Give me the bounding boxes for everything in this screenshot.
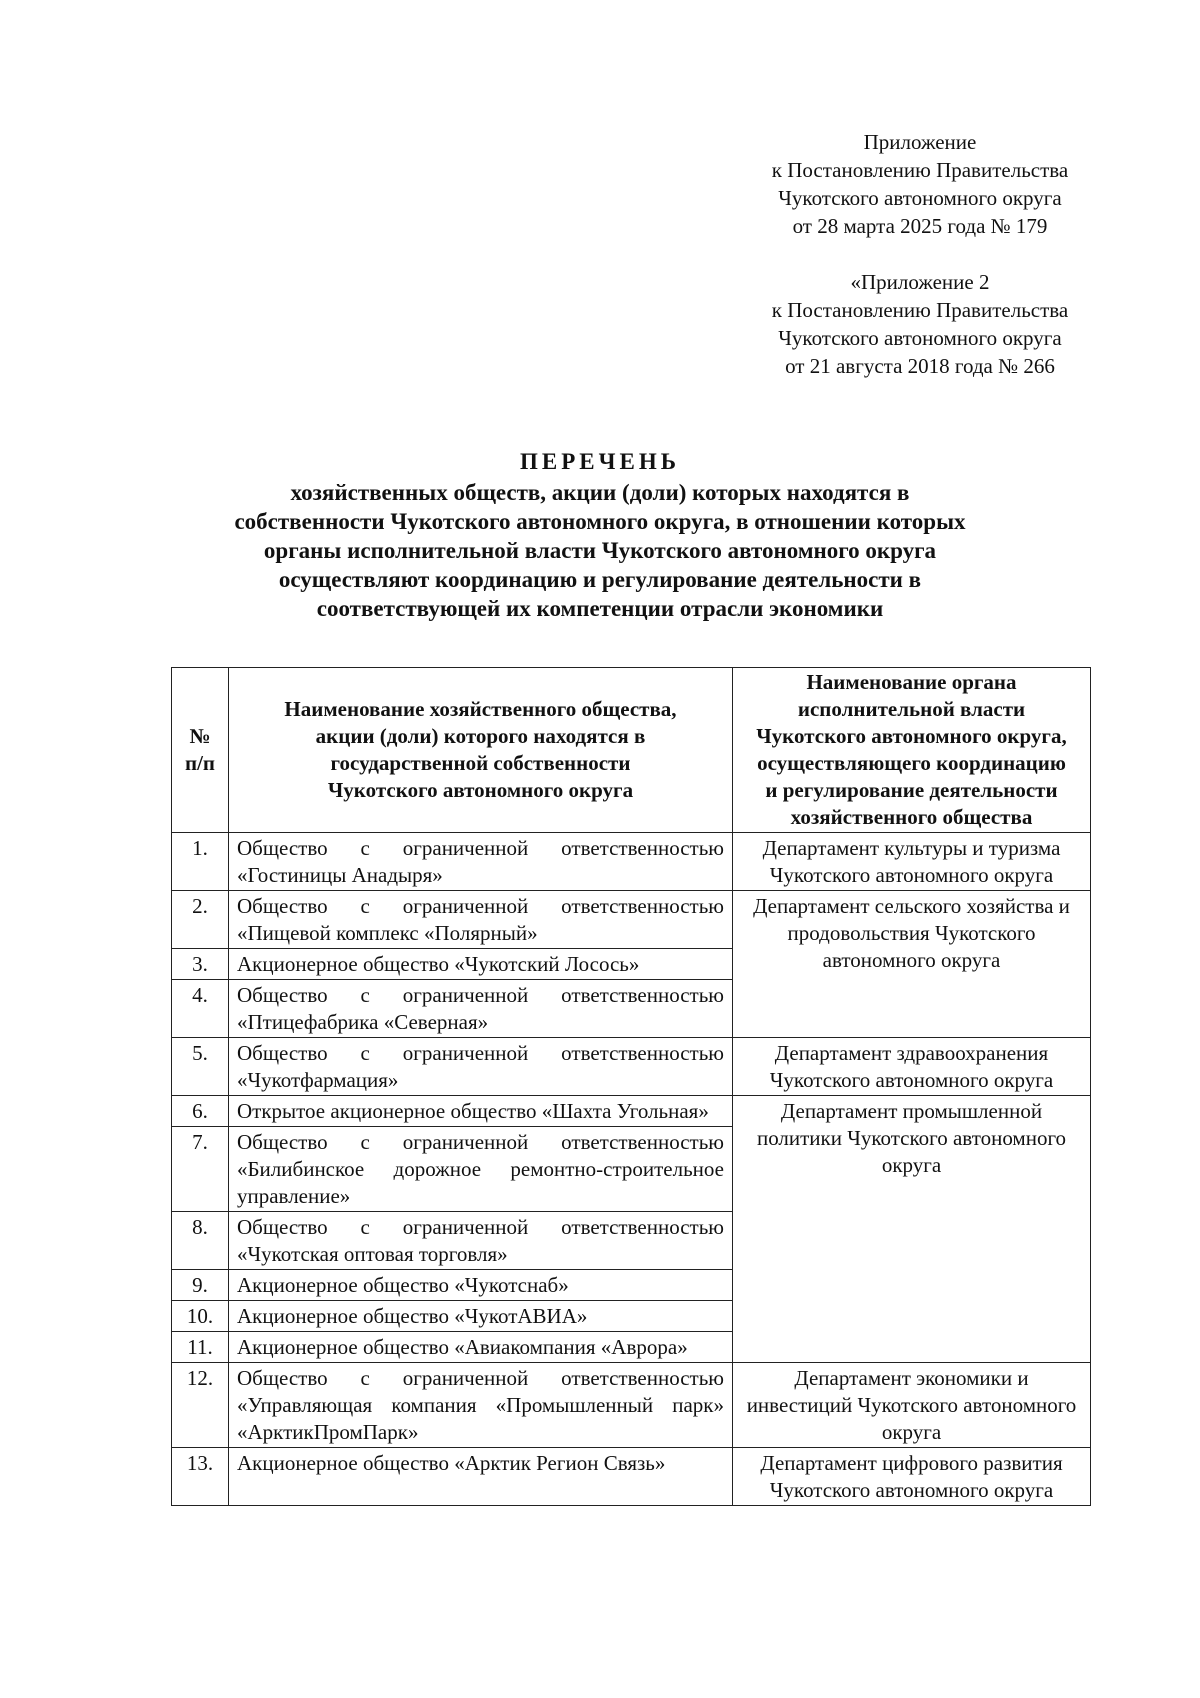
appendix-line: Чукотского автономного округа bbox=[778, 326, 1062, 350]
row-number: 10. bbox=[172, 1301, 229, 1332]
department-name: Департамент экономики и инвестиций Чукотского автономного округа bbox=[733, 1363, 1091, 1448]
appendix-line: Приложение bbox=[863, 130, 977, 154]
company-name: Открытое акционерное общество «Шахта Угольная» bbox=[229, 1096, 733, 1127]
company-name: Акционерное общество «Чукотснаб» bbox=[229, 1270, 733, 1301]
row-number: 3. bbox=[172, 949, 229, 980]
table-header-row bbox=[172, 668, 1091, 833]
department-name: Департамент культуры и туризма Чукотского автономного округа bbox=[733, 833, 1091, 891]
row-number: 4. bbox=[172, 980, 229, 1038]
company-name: Общество с ограниченной ответственностью «Чукотская оптовая торговля» bbox=[229, 1212, 733, 1270]
table-row bbox=[172, 1448, 1091, 1506]
row-number: 13. bbox=[172, 1448, 229, 1506]
table-row bbox=[172, 1038, 1091, 1096]
row-number: 2. bbox=[172, 891, 229, 949]
subtitle-line: хозяйственных обществ, акции (доли) которых находятся в bbox=[290, 480, 910, 505]
company-name: Общество с ограниченной ответственностью «Чукотфармация» bbox=[229, 1038, 733, 1096]
company-name: Общество с ограниченной ответственностью «Гостиницы Анадыря» bbox=[229, 833, 733, 891]
title-block bbox=[150, 446, 1050, 623]
subtitle-line: осуществляют координацию и регулирование деятельности в bbox=[278, 567, 922, 592]
department-name: Департамент промышленной политики Чукотского автономного округа bbox=[733, 1096, 1091, 1363]
company-name: Общество с ограниченной ответственностью «Билибинское дорожное ремонтно-строительное управление» bbox=[229, 1127, 733, 1212]
row-number: 9. bbox=[172, 1270, 229, 1301]
department-name: Департамент здравоохранения Чукотского автономного округа bbox=[733, 1038, 1091, 1096]
department-name: Департамент цифрового развития Чукотского автономного округа bbox=[733, 1448, 1091, 1506]
header-num: № п/п bbox=[172, 668, 229, 833]
document-subtitle bbox=[150, 478, 1050, 623]
company-name: Общество с ограниченной ответственностью «Птицефабрика «Северная» bbox=[229, 980, 733, 1038]
company-name: Общество с ограниченной ответственностью «Пищевой комплекс «Полярный» bbox=[229, 891, 733, 949]
appendix-line: к Постановлению Правительства bbox=[771, 298, 1069, 322]
department-name: Департамент сельского хозяйства и продовольствия Чукотского автономного округа bbox=[733, 891, 1091, 1038]
company-name: Акционерное общество «Авиакомпания «Аврора» bbox=[229, 1332, 733, 1363]
subtitle-line: органы исполнительной власти Чукотского автономного округа bbox=[263, 538, 937, 563]
row-number: 6. bbox=[172, 1096, 229, 1127]
companies-table bbox=[171, 667, 1091, 1506]
document-title: ПЕРЕЧЕНЬ bbox=[520, 449, 680, 474]
company-name: Акционерное общество «Чукотский Лосось» bbox=[229, 949, 733, 980]
subtitle-line: соответствующей их компетенции отрасли экономики bbox=[316, 596, 884, 621]
company-name: Акционерное общество «ЧукотАВИА» bbox=[229, 1301, 733, 1332]
row-number: 5. bbox=[172, 1038, 229, 1096]
appendix-line: к Постановлению Правительства bbox=[771, 158, 1069, 182]
company-name: Общество с ограниченной ответственностью «Управляющая компания «Промышленный парк» «АрктикПромПарк» bbox=[229, 1363, 733, 1448]
appendix-block bbox=[720, 128, 1120, 240]
subtitle-line: собственности Чукотского автономного округа, в отношении которых bbox=[234, 509, 966, 534]
row-number: 11. bbox=[172, 1332, 229, 1363]
appendix-line: от 28 марта 2025 года № 179 bbox=[792, 214, 1048, 238]
appendix-line: от 21 августа 2018 года № 266 bbox=[785, 354, 1055, 378]
row-number: 7. bbox=[172, 1127, 229, 1212]
row-number: 8. bbox=[172, 1212, 229, 1270]
row-number: 1. bbox=[172, 833, 229, 891]
appendix-line: «Приложение 2 bbox=[850, 270, 990, 294]
header-company-name: Наименование хозяйственного общества, акции (доли) которого находятся в государственной собственности Чукотского автономного округа bbox=[229, 668, 733, 833]
header-department: Наименование органа исполнительной власти Чукотского автономного округа, осуществляющего координацию и регулирование деятельности хозяйственного общества bbox=[733, 668, 1091, 833]
table-row bbox=[172, 1363, 1091, 1448]
row-number: 12. bbox=[172, 1363, 229, 1448]
quoted-appendix-block bbox=[720, 268, 1120, 380]
company-name: Акционерное общество «Арктик Регион Связь» bbox=[229, 1448, 733, 1506]
table-row bbox=[172, 891, 1091, 949]
table-row bbox=[172, 1096, 1091, 1127]
table-row bbox=[172, 833, 1091, 891]
appendix-line: Чукотского автономного округа bbox=[778, 186, 1062, 210]
